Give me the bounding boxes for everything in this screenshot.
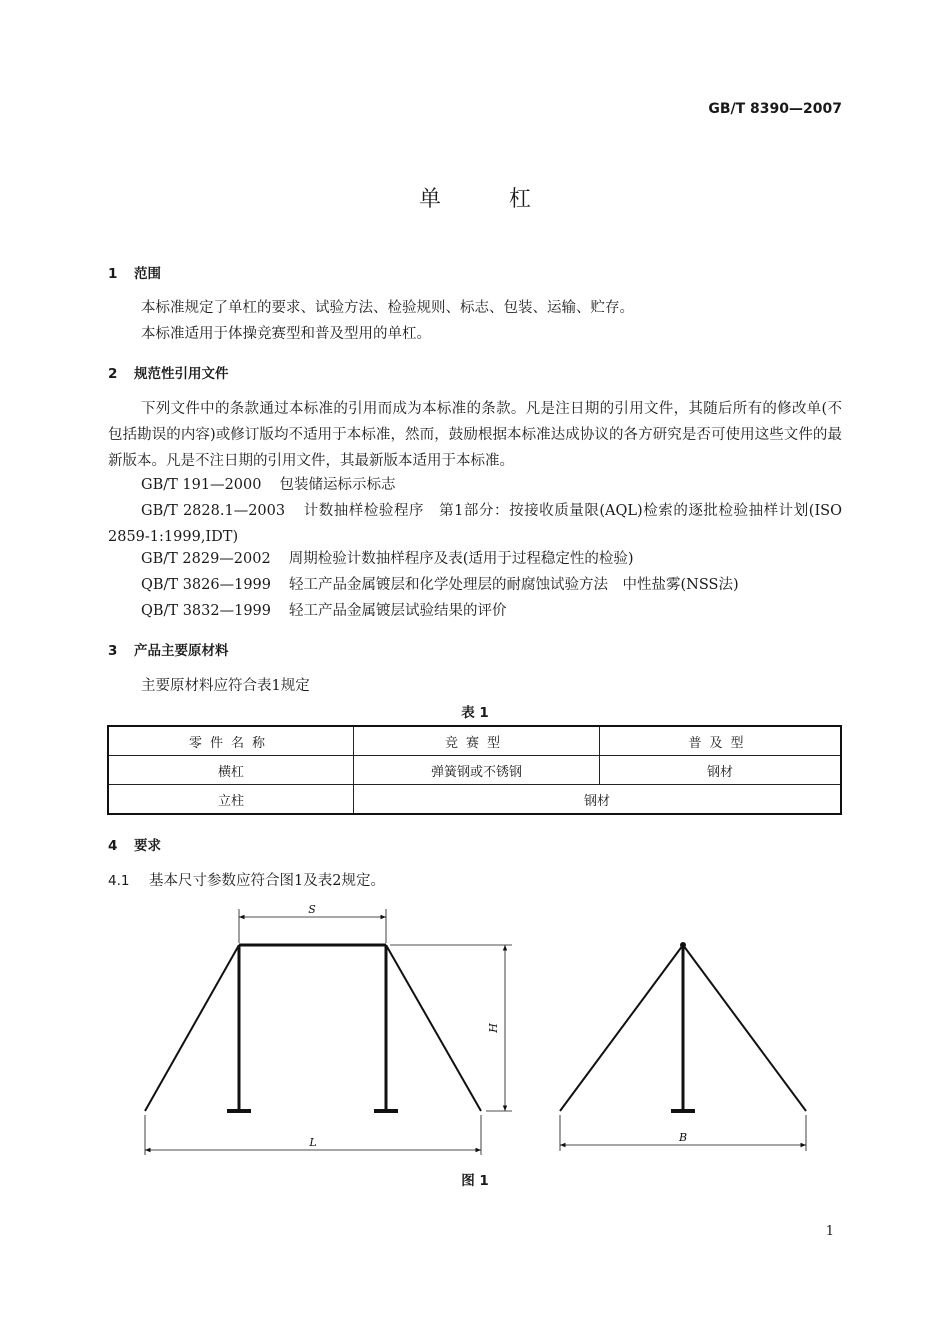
cell-part: 立柱 [108, 785, 354, 815]
document-title: 单杠 [418, 187, 599, 212]
label-b: B [678, 1131, 688, 1144]
header-competition: 竞赛型 [354, 726, 600, 756]
scope-paragraph-2: 本标准适用于体操竞赛型和普及型用的单杠。 [141, 326, 431, 342]
cell-competition: 弹簧钢或不锈钢 [354, 756, 600, 785]
reference-code: GB/T 2829—2002 [141, 551, 271, 567]
section-title: 范围 [134, 266, 161, 282]
section-number: 4 [108, 838, 118, 854]
standard-number: GB/T 8390—2007 [708, 101, 842, 117]
reference-item [108, 498, 842, 550]
section-title: 产品主要原材料 [134, 643, 229, 659]
header-part-name: 零件名称 [108, 726, 354, 756]
section-title: 规范性引用文件 [134, 366, 229, 382]
section-number: 2 [108, 366, 118, 382]
section-3-heading [108, 639, 229, 659]
label-h: H [487, 1023, 500, 1033]
label-s: S [308, 903, 316, 916]
table-row [108, 785, 841, 815]
scope-paragraph-1: 本标准规定了单杠的要求、试验方法、检验规则、标志、包装、运输、贮存。 [141, 300, 634, 316]
clause-number: 4.1 [108, 873, 130, 889]
figure-1-diagram [0, 895, 950, 1195]
section-number: 3 [108, 643, 118, 659]
section-number: 1 [108, 266, 118, 282]
figure-caption: 图 1 [461, 1173, 489, 1189]
reference-title: 轻工产品金属镀层试验结果的评价 [289, 603, 507, 619]
bar-section-dot [680, 942, 686, 948]
reference-title: 周期检验计数抽样程序及表(适用于过程稳定性的检验) [288, 551, 634, 567]
reference-code: GB/T 191—2000 [141, 477, 262, 493]
section-2-heading [108, 362, 229, 382]
reference-title: 包装储运标示标志 [279, 477, 396, 493]
side-right-brace [683, 945, 806, 1111]
reference-title: 计数抽样检验程序 第1部分：按接收质量限(AQL)检索的逐批检验抽样计划(ISO 2859-1:1999,IDT) [108, 503, 842, 545]
label-l: L [309, 1136, 317, 1149]
section-title: 要求 [134, 838, 161, 854]
header-popular: 普及型 [600, 726, 842, 756]
left-brace-line [145, 945, 239, 1111]
materials-table [107, 725, 842, 815]
reference-code: QB/T 3832—1999 [141, 603, 272, 619]
clause-4-1 [108, 868, 842, 894]
reference-item [108, 546, 842, 572]
section-4-heading [108, 834, 161, 854]
cell-part: 横杠 [108, 756, 354, 785]
table-header-row [108, 726, 841, 756]
cell-popular: 钢材 [600, 756, 842, 785]
reference-code: GB/T 2828.1—2003 [141, 503, 286, 519]
table-row [108, 756, 841, 785]
reference-title: 轻工产品金属镀层和化学处理层的耐腐蚀试验方法 中性盐雾(NSS法) [289, 577, 739, 593]
reference-item [108, 598, 842, 624]
page-number: 1 [825, 1224, 834, 1239]
side-left-brace [560, 945, 683, 1111]
cell-both: 钢材 [354, 785, 842, 815]
references-intro: 下列文件中的条款通过本标准的引用而成为本标准的条款。凡是注日期的引用文件，其随后所有的修改单(不包括勘误的内容)或修订版均不适用于本标准，然而，鼓励根据本标准达成协议的各方研究是否可使用这些文件的最新版本。凡是不注日期的引用文件，其最新版本适用于本标准。 [108, 401, 842, 469]
reference-item [108, 572, 842, 598]
clause-text: 基本尺寸参数应符合图1及表2规定。 [149, 873, 385, 889]
materials-paragraph: 主要原材料应符合表1规定 [141, 678, 310, 694]
table-caption: 表 1 [461, 705, 489, 721]
reference-item [108, 472, 842, 498]
right-brace-line [386, 945, 481, 1111]
section-1-heading [108, 262, 161, 282]
reference-code: QB/T 3826—1999 [141, 577, 272, 593]
